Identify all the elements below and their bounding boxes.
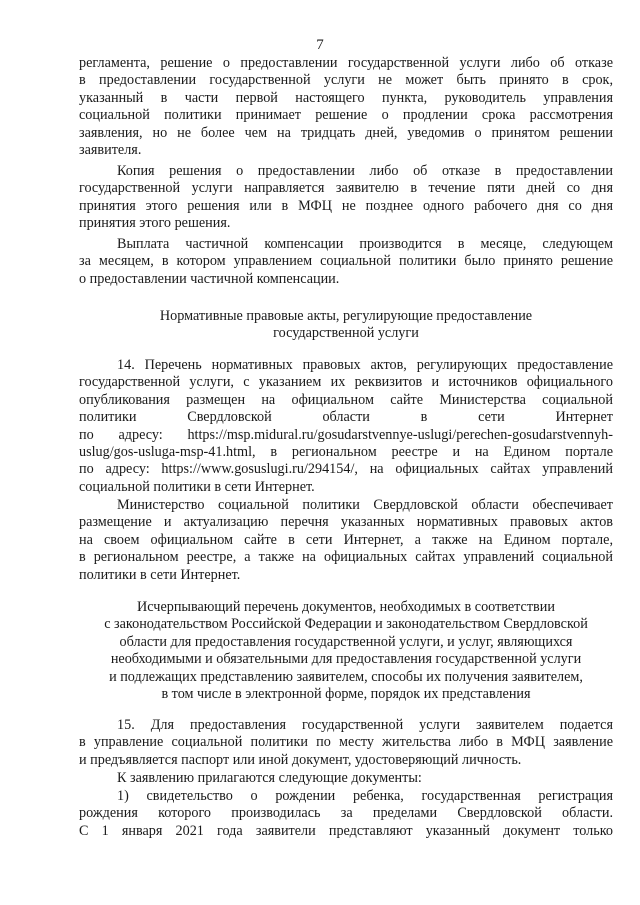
text-line: Министерство социальной политики Свердловской области обеспечивает [117, 497, 613, 513]
paragraph-decision-copy [79, 163, 613, 233]
text-line: в предоставлении государственной услуги не может быть принято в срок, [79, 72, 613, 89]
text-line: К заявлению прилагаются следующие документы: [117, 770, 422, 786]
text-line: социальной политики в сети Интернет. [79, 478, 315, 495]
text-line: государственной услуги направляется заявителю в течение пяти дней со дня [79, 180, 613, 197]
text-line: Выплата частичной компенсации производится в месяце, следующем [117, 236, 613, 252]
text-line: принятия этого решения. [79, 215, 231, 232]
heading-line: Нормативные правовые акты, регулирующие предоставление [159, 308, 533, 324]
text-line: на своем официальном сайте в сети Интернет, а также на Едином портале, [79, 531, 613, 548]
text-line: заявления, но не более чем на тридцать дней, уведомив о принятом решении [79, 124, 613, 141]
text-line: опубликования размещен на официальном сайте Министерства социальной [79, 391, 613, 408]
heading-line: государственной услуги [273, 325, 419, 342]
text-line: в управление социальной политики по месту жительства либо в МФЦ заявление [79, 734, 613, 751]
heading-line: Исчерпывающий перечень документов, необходимых в соответствии [137, 599, 555, 615]
text-line: принятия этого решения или в МФЦ не позднее одного рабочего дня со дня [79, 197, 613, 214]
text-line: регламента, решение о предоставлении государственной услуги либо об отказе [79, 55, 613, 71]
heading-line: области для предоставления государственной услуги, и услуг, являющихся [119, 633, 573, 650]
paragraph-deadline-extension [79, 55, 613, 159]
text-line: государственной услуги, с указанием их реквизитов и источников официального [79, 374, 613, 391]
text-line: по адресу: https://msp.midural.ru/gosudarstvennye-uslugi/perechen-gosudarstvennyh- [79, 426, 613, 443]
heading-line: и подлежащих представлению заявителем, способы их получения заявителем, [109, 668, 583, 685]
text-line: указанный в части первой настоящего пункта, руководитель управления [79, 89, 613, 106]
text-line: политики в сети Интернет. [79, 566, 241, 583]
text-line: политики Свердловской области в сети Интернет [79, 409, 613, 426]
text-line: по адресу: https://www.gosuslugi.ru/294154/, на официальных сайтах управлений [79, 461, 613, 478]
text-line: Копия решения о предоставлении либо об отказе в предоставлении [117, 163, 613, 179]
text-line: размещение и актуализацию перечня указанных нормативных правовых актов [79, 514, 613, 531]
text-line: 14. Перечень нормативных правовых актов, регулирующих предоставление [117, 357, 613, 373]
paragraph-item-14 [79, 357, 613, 496]
paragraph-birth-certificate [79, 788, 613, 840]
text-line: С 1 января 2021 года заявители представляют указанный документ только [79, 822, 613, 839]
text-line: 1) свидетельство о рождении ребенка, государственная регистрация [117, 788, 613, 804]
text-line: uslug/gos-usluga-msp-41.html, в региональном реестре и на Едином портале [79, 443, 613, 460]
text-line: в региональном реестре, а также на официальных сайтах управлений социальной [79, 549, 613, 566]
section-heading-documents [79, 599, 613, 703]
heading-line: в том числе в электронной форме, порядок их представления [161, 685, 531, 702]
heading-line: с законодательством Российской Федерации и законодательством Свердловской [104, 616, 588, 633]
paragraph-payment [79, 236, 613, 288]
text-line: и предъявляется паспорт или иной документ, удостоверяющий личность. [79, 751, 522, 768]
text-line: заявителя. [79, 141, 142, 158]
text-line: о предоставлении частичной компенсации. [79, 270, 340, 287]
text-line: рождения которого производилась за пределами Свердловской области. [79, 805, 613, 822]
text-line: за месяцем, в котором управлением социальной политики было принято решение [79, 253, 613, 270]
text-line: социальной политики принимает решение о продлении срока рассмотрения [79, 107, 613, 124]
paragraph-ministry [79, 497, 613, 584]
page-number: 7 [316, 37, 324, 53]
paragraph-item-15 [79, 717, 613, 769]
paragraph-attachments [79, 770, 613, 787]
section-heading-legal-acts [79, 308, 613, 343]
heading-line: необходимыми и обязательными для предоставления государственной услуги [110, 651, 582, 668]
text-line: 15. Для предоставления государственной услуги заявителем подается [117, 717, 613, 733]
